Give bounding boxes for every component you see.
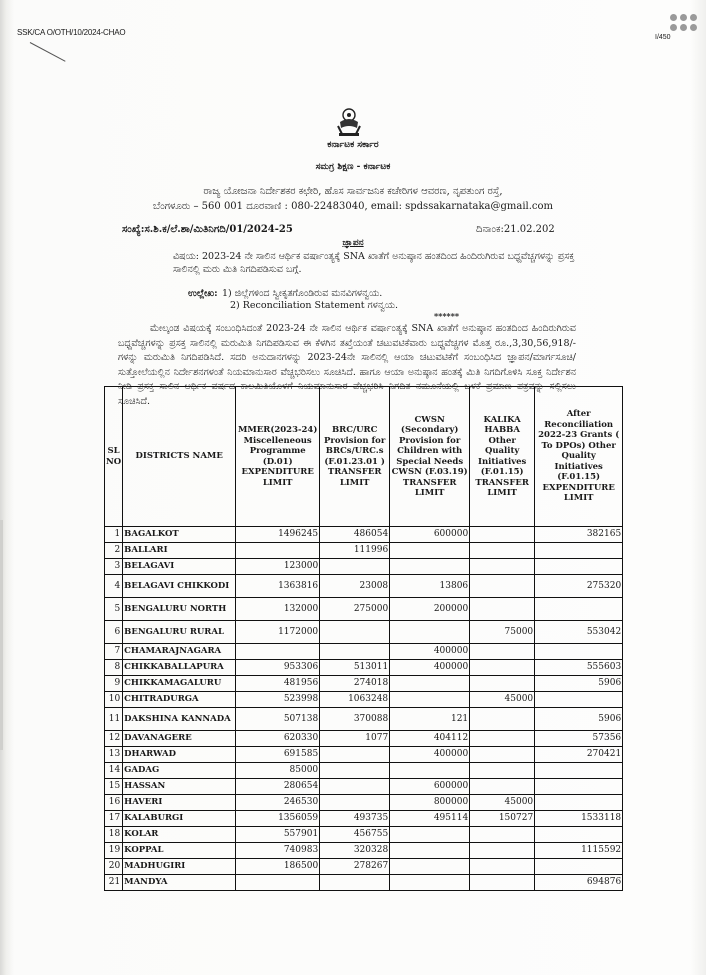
amount-cell xyxy=(390,559,470,575)
amount-cell: 5906 xyxy=(535,708,623,731)
amount-cell: 85000 xyxy=(236,763,320,779)
reference-item-2: 2) Reconciliation Statement ಗಳನ್ವಯ. xyxy=(230,300,399,311)
amount-cell xyxy=(535,795,623,811)
table-row xyxy=(105,747,623,763)
amount-cell: 370088 xyxy=(320,708,390,731)
district-name-cell: KOLAR xyxy=(123,827,236,843)
amount-cell xyxy=(535,779,623,795)
table-row xyxy=(105,559,623,575)
amount-cell: 1363816 xyxy=(236,575,320,598)
amount-cell xyxy=(470,660,535,676)
amount-cell: 5906 xyxy=(535,676,623,692)
notice-title: ಜ್ಞಾಪನ xyxy=(342,238,364,248)
table-row xyxy=(105,795,623,811)
table-row xyxy=(105,543,623,559)
district-name-cell: BELAGAVI CHIKKODI xyxy=(123,575,236,598)
amount-cell xyxy=(390,676,470,692)
amount-cell: 1063248 xyxy=(320,692,390,708)
amount-cell xyxy=(470,731,535,747)
amount-cell xyxy=(470,747,535,763)
amount-cell: 513011 xyxy=(320,660,390,676)
amount-cell: 75000 xyxy=(470,621,535,644)
table-row xyxy=(105,731,623,747)
amount-cell xyxy=(470,543,535,559)
amount-cell: 275320 xyxy=(535,575,623,598)
serial-number-cell: 13 xyxy=(105,747,123,763)
amount-cell xyxy=(320,644,390,660)
serial-number-cell: 4 xyxy=(105,575,123,598)
amount-cell xyxy=(535,644,623,660)
amount-cell xyxy=(535,559,623,575)
district-name-cell: HASSAN xyxy=(123,779,236,795)
column-header: MMER(2023-24) Miscelleneous Programme (D.01) EXPENDITURE LIMIT xyxy=(236,387,320,527)
office-address-line2: ಬೆಂಗಳೂರು – 560 001 ದೂರವಾಣಿ : 080-22483040, email: spdssakarnataka@gmail.com xyxy=(152,201,554,212)
district-name-cell: BELAGAVI xyxy=(123,559,236,575)
subject-text: ವಿಷಯ: 2023-24 ನೇ ಸಾಲಿನ ಆರ್ಥಿಕ ವರ್ಷಾಂತ್ಯಕ್ಕೆ SNA ಖಾತೆಗೆ ಅನುಷ್ಠಾನ ಹಂತದಿಂದ ಹಿಂದಿರುಗಿರುವ ಬಧ್ದವೆಚ್ಚಗಳನ್ನು ಪ್ರಸಕ್ತ ಸಾಲಿನಲ್ಲಿ ಮರು ಮಿತಿ ನಿಗದಿಪಡಿಸುವ ಬಗ್ಗೆ. xyxy=(173,251,575,275)
table-row xyxy=(105,660,623,676)
amount-cell: 1172000 xyxy=(236,621,320,644)
district-name-cell: MANDYA xyxy=(123,875,236,891)
table-row xyxy=(105,598,623,621)
table-row xyxy=(105,644,623,660)
amount-cell: 13806 xyxy=(390,575,470,598)
amount-cell: 404112 xyxy=(390,731,470,747)
reference-item-1: 1) ಜಿಲ್ಲೆಗಳಿಂದ ಸ್ವೀಕೃತಗೊಂಡಿರುವ ಮನವಿಗಳನ್ವಯ. xyxy=(222,288,383,299)
serial-number-cell: 19 xyxy=(105,843,123,859)
references-label: ಉಲ್ಲೇಖ: xyxy=(188,288,218,299)
amount-cell xyxy=(470,763,535,779)
amount-cell xyxy=(320,779,390,795)
letter-body: ಮೇಲ್ಕಂಡ ವಿಷಯಕ್ಕೆ ಸಂಬಂಧಿಸಿದಂತೆ 2023-24 ನೇ ಸಾಲಿನ ಆರ್ಥಿಕ ವರ್ಷಾಂತ್ಯಕ್ಕೆ SNA ಖಾತೆಗೆ ಅನುಷ್ಠಾನ ಹಂತದಿಂದ ಹಿಂದಿರುಗಿರುವ ಬಧ್ದವೆಚ್ಚಗಳನ್ನು ಪ್ರಸಕ್ತ ಸಾಲಿನಲ್ಲಿ ಮರುಮಿತಿ ನಿಗದಿಪಡಿಸುವ ಈ ಕೆಳಗಿನ ತಖ್ತೆಯಂತೆ ಚಟುವಟಿಕೆವಾರು ಬಧ್ದವೆಚ್ಚಗಳ ಮೊತ್ತ ರೂ.,3,30,56,918/- ಗಳನ್ನು ಮರುಮಿತಿ ನಿಗದಿಪಡಿಸಿದೆ. ಸದರಿ ಅನುದಾನಗಳನ್ನು 2023-24ನೇ ಸಾಲಿನಲ್ಲಿ ಆಯಾ ಚಟುವಟಿಕೆಗೆ ಸಂಬಂಧಿಸಿದ ಜ್ಞಾಪನ/ಮಾರ್ಗಸೂಚಿ/ಸುತ್ತೋಲೆಯಲ್ಲಿನ ನಿರ್ದೇಶನಗಳಂತೆ ನಿಯಮಾನುಸಾರ ವೆಚ್ಚಭರಿಸಲು ಸೂಚಿಸಿದೆ. ಹಾಗೂ ಆಯಾ ಅನುಷ್ಠಾನ ಹಂತಕ್ಕೆ ಮಿತಿ ನಿಗದಿಗೊಳಿಸಿ ಸೂಕ್ತ ನಿರ್ದೇಶನ ನೀಡಿ ಪ್ರಸಕ್ತ ಸಾಲಿನ ಆರ್ಥಿಕ ವರ್ಷದ ಕಾಲಮಿತಿಯೊಳಗೆ ನಿಯಮಾನುಸಾರ ವೆಚ್ಚಭರಿಸಿ ನಿಗದಿತ ನಮೂನೆಯಲ್ಲಿ ಬಳಕೆ ಪ್ರಮಾಣ ಪತ್ರವನ್ನು ಸಲ್ಲಿಸಲು ಸೂಚಿಸಿದೆ. xyxy=(118,323,576,407)
serial-number-cell: 2 xyxy=(105,543,123,559)
serial-number-cell: 9 xyxy=(105,676,123,692)
table-row xyxy=(105,692,623,708)
amount-cell xyxy=(535,827,623,843)
amount-cell: 275000 xyxy=(320,598,390,621)
amount-cell xyxy=(320,559,390,575)
table-row xyxy=(105,763,623,779)
government-name: ಕರ್ನಾಟಕ ಸರ್ಕಾರ xyxy=(327,140,379,150)
amount-cell xyxy=(535,543,623,559)
column-header: KALIKA HABBA Other Quality Initiatives (F.01.15) TRANSFER LIMIT xyxy=(470,387,535,527)
table-row xyxy=(105,811,623,827)
reference-number: ಸಂಖ್ಯೆ:ಸ.ಶಿ.ಕ/ಲೆ.ಶಾ/ಮಿತಿನಿಗದಿ/01/2024-25 xyxy=(122,224,293,235)
district-name-cell: BENGALURU NORTH xyxy=(123,598,236,621)
serial-number-cell: 1 xyxy=(105,527,123,543)
amount-cell: 123000 xyxy=(236,559,320,575)
district-name-cell: CHIKKAMAGALURU xyxy=(123,676,236,692)
table-row xyxy=(105,827,623,843)
amount-cell: 382165 xyxy=(535,527,623,543)
state-emblem-icon xyxy=(334,106,364,138)
amount-cell: 495114 xyxy=(390,811,470,827)
amount-cell: 493735 xyxy=(320,811,390,827)
serial-number-cell: 5 xyxy=(105,598,123,621)
district-name-cell: DAKSHINA KANNADA xyxy=(123,708,236,731)
amount-cell xyxy=(320,763,390,779)
amount-cell xyxy=(320,747,390,763)
serial-number-cell: 6 xyxy=(105,621,123,644)
amount-cell xyxy=(390,875,470,891)
column-header: BRC/URC Provision for BRCs/URC.s (F.01.23.01 ) TRANSFER LIMIT xyxy=(320,387,390,527)
amount-cell: 23008 xyxy=(320,575,390,598)
amount-cell xyxy=(236,875,320,891)
amount-cell: 278267 xyxy=(320,859,390,875)
serial-number-cell: 17 xyxy=(105,811,123,827)
amount-cell xyxy=(470,676,535,692)
amount-cell xyxy=(470,598,535,621)
amount-cell xyxy=(535,763,623,779)
district-name-cell: KALABURGI xyxy=(123,811,236,827)
amount-cell xyxy=(470,843,535,859)
table-row xyxy=(105,527,623,543)
amount-cell xyxy=(390,763,470,779)
serial-number-cell: 16 xyxy=(105,795,123,811)
amount-cell xyxy=(470,708,535,731)
column-header: After Reconciliation 2022-23 Grants ( To DPOs) Other Quality Initiatives (F.01.15) EXPENDITURE LIMIT xyxy=(535,387,623,527)
table-row xyxy=(105,859,623,875)
amount-cell xyxy=(390,859,470,875)
amount-cell: 1115592 xyxy=(535,843,623,859)
amount-cell: 600000 xyxy=(390,527,470,543)
amount-cell: 1496245 xyxy=(236,527,320,543)
table-row xyxy=(105,676,623,692)
amount-cell xyxy=(470,875,535,891)
amount-cell: 400000 xyxy=(390,747,470,763)
amount-cell: 481956 xyxy=(236,676,320,692)
amount-cell: 694876 xyxy=(535,875,623,891)
amount-cell xyxy=(236,543,320,559)
amount-cell: 186500 xyxy=(236,859,320,875)
table-row xyxy=(105,779,623,795)
amount-cell xyxy=(470,559,535,575)
table-row xyxy=(105,621,623,644)
amount-cell: 691585 xyxy=(236,747,320,763)
amount-cell: 400000 xyxy=(390,660,470,676)
amount-cell: 45000 xyxy=(470,692,535,708)
amount-cell: 150727 xyxy=(470,811,535,827)
district-name-cell: KOPPAL xyxy=(123,843,236,859)
department-name: ಸಮಗ್ರ ಶಿಕ್ಷಣ - ಕರ್ನಾಟಕ xyxy=(315,162,391,172)
amount-cell xyxy=(470,779,535,795)
amount-cell xyxy=(390,621,470,644)
amount-cell: 121 xyxy=(390,708,470,731)
amount-cell: 270421 xyxy=(535,747,623,763)
amount-cell xyxy=(390,827,470,843)
district-name-cell: CHAMARAJNAGARA xyxy=(123,644,236,660)
office-address-line1: ರಾಜ್ಯ ಯೋಜನಾ ನಿರ್ದೇಶಕರ ಕಛೇರಿ, ಹೊಸ ಸಾರ್ವಜನಿಕ ಕಚೇರಿಗಳ ಆವರಣ, ನೃಪತುಂಗ ರಸ್ತೆ, xyxy=(203,186,503,197)
amount-cell: 246530 xyxy=(236,795,320,811)
amount-cell: 1533118 xyxy=(535,811,623,827)
serial-number-cell: 20 xyxy=(105,859,123,875)
column-header: SL NO xyxy=(105,387,123,527)
amount-cell xyxy=(470,527,535,543)
amount-cell xyxy=(390,543,470,559)
amount-cell: 1077 xyxy=(320,731,390,747)
amount-cell xyxy=(236,644,320,660)
amount-cell: 507138 xyxy=(236,708,320,731)
amount-cell xyxy=(470,644,535,660)
district-name-cell: GADAG xyxy=(123,763,236,779)
serial-number-cell: 7 xyxy=(105,644,123,660)
serial-number-cell: 21 xyxy=(105,875,123,891)
amount-cell xyxy=(470,827,535,843)
serial-number-cell: 8 xyxy=(105,660,123,676)
district-name-cell: DAVANAGERE xyxy=(123,731,236,747)
district-name-cell: CHIKKABALLAPURA xyxy=(123,660,236,676)
column-header: DISTRICTS NAME xyxy=(123,387,236,527)
amount-cell xyxy=(535,692,623,708)
amount-cell: 111996 xyxy=(320,543,390,559)
serial-number-cell: 11 xyxy=(105,708,123,731)
amount-cell xyxy=(390,692,470,708)
serial-number-cell: 3 xyxy=(105,559,123,575)
amount-cell: 953306 xyxy=(236,660,320,676)
amount-cell: 553042 xyxy=(535,621,623,644)
file-reference-right: I/450 xyxy=(655,34,671,41)
amount-cell: 320328 xyxy=(320,843,390,859)
amount-cell xyxy=(320,621,390,644)
amount-cell: 400000 xyxy=(390,644,470,660)
district-name-cell: MADHUGIRI xyxy=(123,859,236,875)
amount-cell: 132000 xyxy=(236,598,320,621)
district-name-cell: DHARWAD xyxy=(123,747,236,763)
district-name-cell: BALLARI xyxy=(123,543,236,559)
section-separator: ****** xyxy=(434,311,460,321)
column-header: CWSN (Secondary) Provision for Children with Special Needs CWSN (F.03.19) TRANSFER LIMIT xyxy=(390,387,470,527)
district-name-cell: HAVERI xyxy=(123,795,236,811)
amount-cell: 456755 xyxy=(320,827,390,843)
amount-cell: 523998 xyxy=(236,692,320,708)
table-row xyxy=(105,575,623,598)
amount-cell: 274018 xyxy=(320,676,390,692)
amount-cell xyxy=(320,875,390,891)
file-reference-left: SSK/CA O/OTH/10/2024-CHAO xyxy=(17,28,126,37)
page-edge-shadow xyxy=(0,520,3,750)
table-row xyxy=(105,843,623,859)
amount-cell: 57356 xyxy=(535,731,623,747)
amount-cell: 800000 xyxy=(390,795,470,811)
amount-cell: 1356059 xyxy=(236,811,320,827)
serial-number-cell: 18 xyxy=(105,827,123,843)
table-row xyxy=(105,875,623,891)
amount-cell xyxy=(535,859,623,875)
amount-cell xyxy=(390,843,470,859)
amount-cell: 200000 xyxy=(390,598,470,621)
table-row xyxy=(105,708,623,731)
serial-number-cell: 14 xyxy=(105,763,123,779)
amount-cell: 620330 xyxy=(236,731,320,747)
amount-cell xyxy=(535,598,623,621)
district-name-cell: BENGALURU RURAL xyxy=(123,621,236,644)
amount-cell: 557901 xyxy=(236,827,320,843)
letter-date: ದಿನಾಂಕ:21.02.202 xyxy=(476,224,555,235)
amount-cell: 740983 xyxy=(236,843,320,859)
table-header-row xyxy=(105,387,623,527)
amount-cell: 555603 xyxy=(535,660,623,676)
allocation-table xyxy=(104,386,623,891)
amount-cell xyxy=(470,859,535,875)
amount-cell: 600000 xyxy=(390,779,470,795)
amount-cell xyxy=(470,575,535,598)
amount-cell: 280654 xyxy=(236,779,320,795)
amount-cell: 45000 xyxy=(470,795,535,811)
serial-number-cell: 15 xyxy=(105,779,123,795)
amount-cell xyxy=(320,795,390,811)
serial-number-cell: 12 xyxy=(105,731,123,747)
more-options-icon[interactable] xyxy=(650,0,706,50)
amount-cell: 486054 xyxy=(320,527,390,543)
district-name-cell: BAGALKOT xyxy=(123,527,236,543)
serial-number-cell: 10 xyxy=(105,692,123,708)
district-name-cell: CHITRADURGA xyxy=(123,692,236,708)
